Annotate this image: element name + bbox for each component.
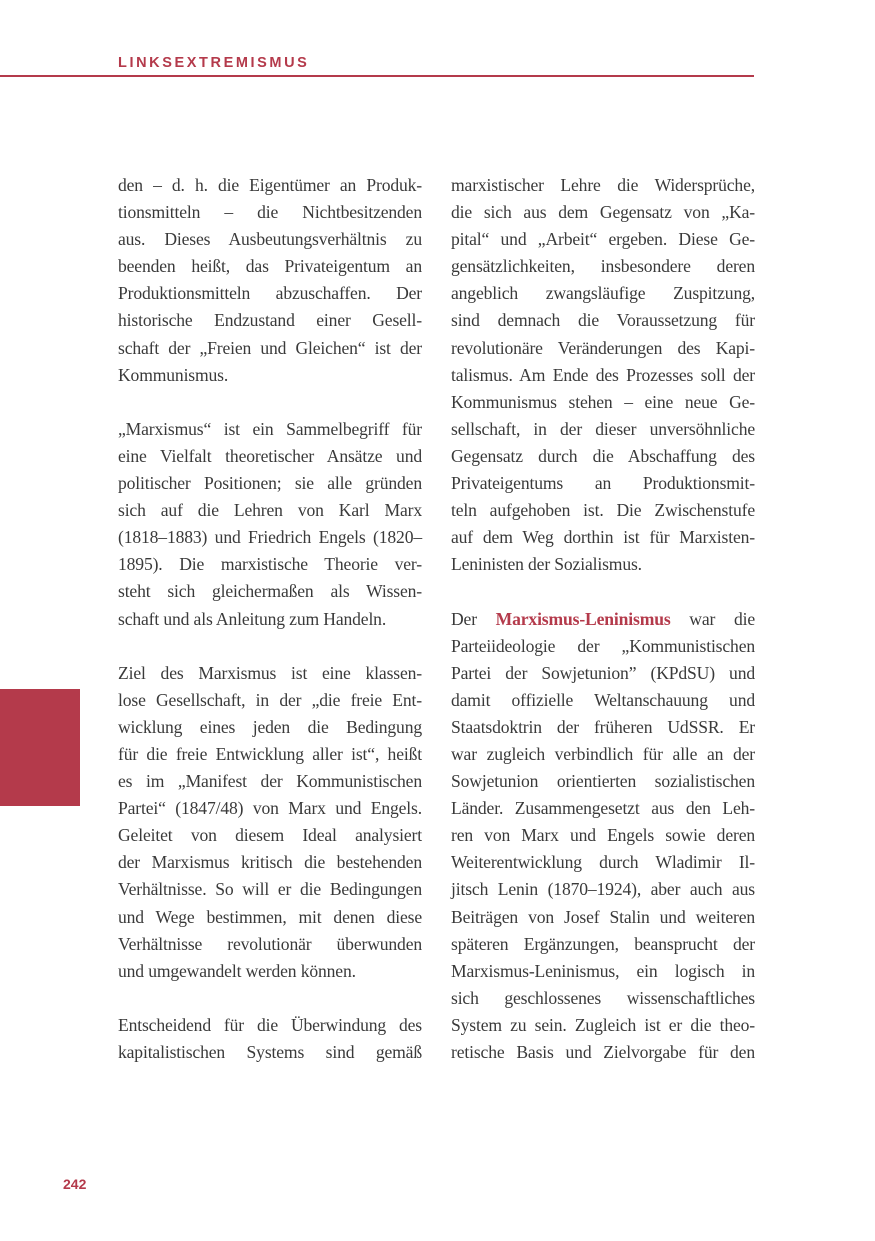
text-line: die sich aus dem Gegensatz von „Ka- [451, 202, 755, 223]
text-line: sich geschlossenes wissenschaftliches [451, 987, 755, 1008]
text-line: sich auf die Lehren von Karl Marx [118, 500, 422, 521]
text-line: kapitalistischen Systems sind gemäß [118, 1042, 422, 1062]
text-line: eine Vielfalt theoretischer Ansätze und [118, 445, 422, 466]
text-line: sind demnach die Voraussetzung für [451, 310, 755, 331]
page-number: 242 [63, 1176, 87, 1192]
text-line: aus. Dieses Ausbeutungsverhältnis zu [118, 229, 422, 250]
text-line: teln aufgehoben ist. Die Zwischenstufe [451, 500, 755, 521]
text-line: Beiträgen von Josef Stalin und weiteren [451, 906, 755, 927]
paragraph [118, 172, 422, 389]
text-line: Verhältnisse revolutionär überwunden [118, 933, 422, 954]
text-line: Sowjetunion orientierten sozialistischen [451, 771, 755, 792]
running-header-title: LINKSEXTREMISMUS [118, 55, 310, 71]
text-line: Geleitet von diesem Ideal analysiert [118, 825, 422, 846]
text-line: beenden heißt, das Privateigentum an [118, 256, 422, 277]
text-line: Parteiideologie der „Kommunistischen [451, 635, 755, 656]
text-line: politischer Positionen; sie alle gründen [118, 473, 422, 494]
text-line: historische Endzustand einer Gesell- [118, 310, 422, 331]
text-line: Weiterentwicklung durch Wladimir Il- [451, 852, 755, 873]
text-line [451, 606, 755, 633]
text-line: pital“ und „Arbeit“ ergeben. Diese Ge- [451, 229, 755, 250]
text-line: talismus. Am Ende des Prozesses soll der [451, 364, 755, 385]
text-line: Partei der Sowjetunion” (KPdSU) und [451, 662, 755, 683]
text-line: und Wege bestimmen, mit denen diese [118, 906, 422, 927]
text-line: der Marxismus kritisch die bestehenden [118, 852, 422, 873]
text-line: für die freie Entwicklung aller ist“, heißt [118, 743, 422, 764]
paragraph [118, 1012, 422, 1066]
left-text-column [118, 172, 422, 1066]
text-fragment: Der [451, 608, 496, 629]
text-line: „Marxismus“ ist ein Sammelbegriff für [118, 418, 422, 439]
text-line: auf dem Weg dorthin ist für Marxisten- [451, 527, 755, 548]
paragraph-gap [118, 633, 422, 660]
text-line: den – d. h. die Eigentümer an Produk- [118, 175, 422, 195]
text-line: Ziel des Marxismus ist eine klassen- [118, 662, 422, 683]
text-line: Staatsdoktrin der früheren UdSSR. Er [451, 716, 755, 737]
text-line: lose Gesellschaft, in der „die freie Ent- [118, 689, 422, 710]
text-line: Leninisten der Sozialismus. [451, 554, 642, 575]
paragraph-gap [451, 578, 755, 605]
paragraph [451, 606, 755, 1067]
text-line: Produktionsmitteln abzuschaffen. Der [118, 283, 422, 304]
text-line: war zugleich verbindlich für alle an der [451, 743, 755, 764]
right-text-column [451, 172, 755, 1066]
text-line: Kommunismus stehen – eine neue Ge- [451, 391, 755, 412]
text-line: gensätzlichkeiten, insbesondere deren [451, 256, 755, 277]
paragraph [118, 416, 422, 633]
text-line: Gegensatz durch die Abschaffung des [451, 445, 755, 466]
text-line: Entscheidend für die Überwindung des [118, 1014, 422, 1035]
text-line: Marxismus-Leninismus, ein logisch in [451, 960, 755, 981]
text-line: revolutionäre Veränderungen des Kapi- [451, 337, 755, 358]
text-line: 1895). Die marxistische Theorie ver- [118, 554, 422, 575]
text-line: Partei“ (1847/48) von Marx und Engels. [118, 798, 422, 819]
text-line: jitsch Lenin (1870–1924), aber auch aus [451, 879, 755, 900]
text-line: damit offizielle Weltanschauung und [451, 689, 755, 710]
text-line: angeblich zwangsläufige Zuspitzung, [451, 283, 755, 304]
paragraph-gap [118, 389, 422, 416]
text-line: ren von Marx und Engels sowie deren [451, 825, 755, 846]
text-line: späteren Ergänzungen, beansprucht der [451, 933, 755, 954]
text-line: steht sich gleichermaßen als Wissen- [118, 581, 422, 602]
text-line: schaft und als Anleitung zum Handeln. [118, 608, 387, 629]
highlighted-term: Marxismus-Leninismus [495, 608, 671, 629]
text-line: retische Basis und Zielvorgabe für den [451, 1042, 755, 1062]
text-line: marxistischer Lehre die Widersprüche, [451, 175, 755, 195]
text-line: Kommunismus. [118, 364, 229, 385]
header-divider [0, 75, 754, 77]
text-line: Verhältnisse. So will er die Bedingungen [118, 879, 422, 900]
text-line: tionsmitteln – die Nichtbesitzenden [118, 202, 422, 223]
text-line: und umgewandelt werden können. [118, 960, 356, 981]
text-line: Privateigentums an Produktionsmit- [451, 473, 755, 494]
text-line: System zu sein. Zugleich ist er die theo- [451, 1014, 755, 1035]
text-line: sellschaft, in der dieser unversöhnliche [451, 418, 755, 439]
text-fragment: war die [670, 608, 755, 629]
paragraph [118, 660, 422, 985]
paragraph-gap [118, 985, 422, 1012]
chapter-tab-marker [0, 689, 80, 806]
text-line: (1818–1883) und Friedrich Engels (1820– [118, 527, 422, 548]
paragraph [451, 172, 755, 578]
text-line: wicklung eines jeden die Bedingung [118, 716, 422, 737]
text-line: Länder. Zusammengesetzt aus den Leh- [451, 798, 755, 819]
text-line: schaft der „Freien und Gleichen“ ist der [118, 337, 422, 358]
text-line: es im „Manifest der Kommunistischen [118, 771, 422, 792]
